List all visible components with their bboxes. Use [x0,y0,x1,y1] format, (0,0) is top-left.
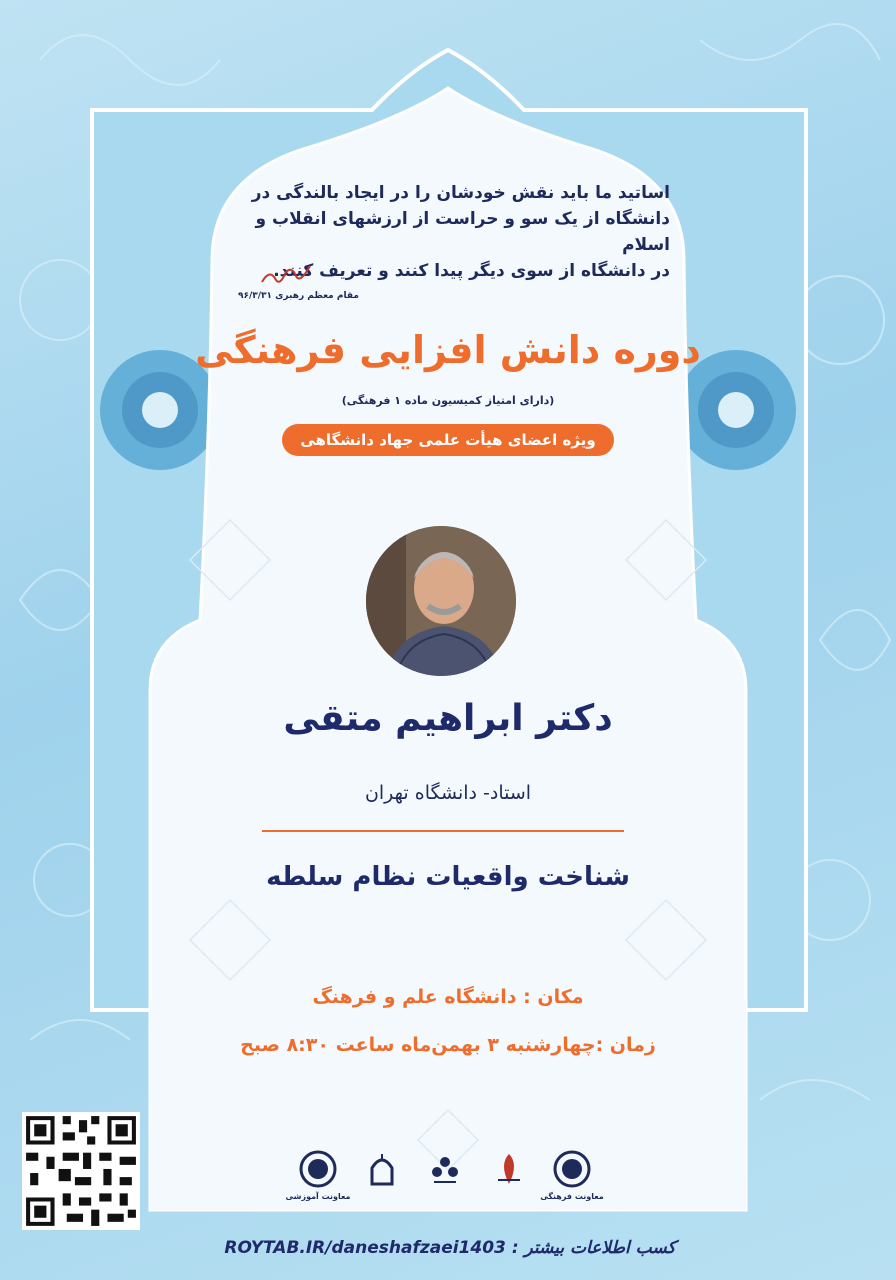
more-info-label: کسب اطلاعات بیشتر : [511,1238,676,1258]
course-subtitle: (دارای امتیاز کمیسیون ماده ۱ فرهنگی) [341,394,555,407]
website-link[interactable]: ROYTAB.IR/daneshafzaei1403 [224,1238,506,1258]
qr-code[interactable] [22,1112,140,1230]
quote-line: دانشگاه از یک سو و حراست از ارزشهای انقلاب و اسلام [255,209,670,255]
logo-item [285,1150,351,1201]
logo-item [417,1150,473,1188]
signature-icon [258,262,318,288]
quote-line: اساتید ما باید نقش خودشان را در ایجاد بالندگی در [251,183,670,203]
quote-source: مقام معظم رهبری ۹۶/۳/۳۱ [238,291,359,301]
speaker-name: دکتر ابراهیم متقی [283,698,613,739]
emblem-logo-icon [490,1150,528,1188]
more-info-footer [200,1238,700,1258]
logo-item [354,1150,410,1188]
quote-line: در دانشگاه از سوی دیگر پیدا کنند و تعریف کنند. [273,261,670,281]
speaker-photo [366,526,516,676]
divider [262,830,624,832]
audience-badge: ویژه اعضای هیأت علمی جهاد دانشگاهی [282,424,614,456]
jahad-logo-icon [553,1150,591,1188]
logo-label: معاونت آموزشی [285,1192,351,1201]
session-topic: شناخت واقعیات نظام سلطه [266,862,630,892]
event-time: زمان :چهارشنبه ۳ بهمن‌ماه ساعت ۸:۳۰ صبح [240,1034,656,1056]
portrait-icon [366,526,516,676]
sponsor-logos [285,1150,604,1214]
event-venue: مکان : دانشگاه علم و فرهنگ [312,986,584,1008]
dome-logo-icon [363,1150,401,1188]
logo-item [481,1150,537,1188]
course-title: دوره دانش افزایی فرهنگی [195,328,701,372]
logo-label: معاونت فرهنگی [540,1192,604,1201]
logo-item [540,1150,604,1201]
speaker-role: استاد- دانشگاه تهران [364,782,532,804]
uni-logo-icon [426,1150,464,1188]
jahad-logo-icon [299,1150,337,1188]
